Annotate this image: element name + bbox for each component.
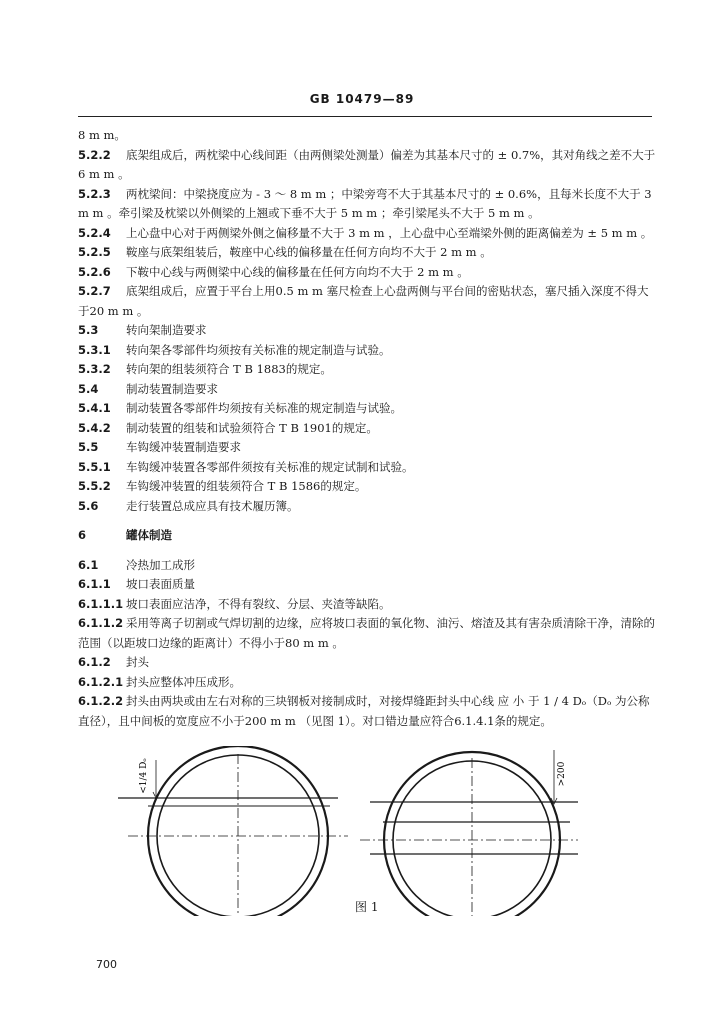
clause-number: 6.1.1.2	[78, 616, 124, 630]
clause-text: 鞍座与底架组装后，鞍座中心线的偏移量在任何方向均不大于 2 m m 。	[126, 245, 492, 259]
clause-text: 两枕梁间：中梁挠度应为 - 3 ～ 8 m m ；中梁旁弯不大于其基本尺寸的 ± 0.6%，且每米长度不大于 3 m m 。牵引梁及枕梁以外侧梁的上翘或下垂不大于 5 m m ；牵引梁尾头不大于 5 m m 。	[78, 186, 656, 220]
clause-paragraph	[78, 224, 658, 244]
clause-text: 8 m m。	[78, 128, 126, 142]
clause-number: 6.1	[78, 557, 99, 572]
clause-text: 转向架制造要求	[126, 323, 207, 337]
section-gap	[78, 516, 658, 526]
clause-text: 转向架的组装须符合 T B 1883的规定。	[126, 362, 332, 376]
clause-text: 底架组成后，两枕梁中心线间距（由两侧梁处测量）偏差为其基本尺寸的 ± 0.7%，其对角线之差不大于 6 m m 。	[78, 147, 659, 181]
clause-paragraph	[78, 497, 658, 517]
clause-text: 下鞍中心线与两侧梁中心线的偏移量在任何方向均不大于 2 m m 。	[126, 264, 469, 279]
clause-text: 坡口表面应洁净，不得有裂纹、分层、夹渣等缺陷。	[126, 596, 391, 611]
clause-number: 5.2.5	[78, 245, 111, 259]
clause-number: 5.4.2	[78, 420, 111, 435]
section-gap	[78, 546, 658, 556]
page-header: GB 10479—89	[309, 92, 415, 106]
figure-1	[108, 746, 608, 916]
right-head-drawing	[360, 750, 578, 916]
clause-paragraph	[78, 341, 658, 361]
clause-paragraph	[78, 692, 658, 731]
document-body	[78, 126, 658, 731]
clause-number: 5.4.1	[78, 401, 111, 415]
header-rule	[78, 116, 652, 117]
clause-text: 封头由两块或由左右对称的三块钢板对接制成时，对接焊缝距封头中心线 应 小 于 1 / 4 Dₒ（Dₒ 为公称直径），且中间板的宽度应不小于200 m m （见图 1）。对口错边量应符合6.1.4.1条的规定。	[78, 694, 650, 728]
clause-paragraph	[78, 673, 658, 693]
clause-number: 5.2.2	[78, 147, 111, 162]
right-dimension-label: >200	[557, 761, 567, 787]
clause-paragraph	[78, 653, 658, 673]
clause-text: 制动装置制造要求	[126, 381, 218, 396]
clause-paragraph	[78, 282, 658, 321]
clause-paragraph	[78, 595, 658, 615]
clause-paragraph	[78, 360, 658, 380]
clause-number: 5.5.2	[78, 479, 111, 493]
clause-paragraph	[78, 321, 658, 341]
clause-number: 5.6	[78, 498, 99, 513]
clause-text: 封头应整体冲压成形。	[126, 674, 241, 689]
clause-paragraph	[78, 477, 658, 497]
clause-number: 5.3.1	[78, 342, 111, 357]
clause-paragraph	[78, 146, 658, 185]
clause-number: 6.1.1	[78, 577, 111, 591]
clause-paragraph	[78, 556, 658, 576]
clause-text: 转向架各零部件均须按有关标准的规定制造与试验。	[126, 342, 391, 357]
clause-number: 5.5.1	[78, 459, 111, 474]
clause-text: 制动装置各零部件均须按有关标准的规定制造与试验。	[126, 401, 402, 415]
clause-number: 6.1.2.2	[78, 694, 124, 708]
clause-text: 上心盘中心对于两侧梁外侧之偏移量不大于 3 m m ，上心盘中心至端梁外侧的距离偏差为 ± 5 m m 。	[126, 225, 653, 240]
clause-number: 5.2.7	[78, 284, 111, 298]
figure-caption: 图 1	[355, 900, 379, 914]
clause-paragraph	[78, 243, 658, 263]
clause-number: 6.1.2	[78, 655, 111, 669]
clause-text: 坡口表面质量	[126, 577, 195, 591]
clause-text: 采用等离子切割或气焊切割的边缘，应将坡口表面的氧化物、油污、熔渣及其有害杂质清除干净，清除的范围（以距坡口边缘的距离计）不得小于80 m m 。	[78, 616, 655, 650]
clause-number: 6	[78, 528, 87, 542]
clause-number: 6.1.2.1	[78, 674, 124, 689]
left-head-drawing	[118, 746, 348, 916]
clause-number: 5.3	[78, 323, 99, 337]
left-dimension-label: <1/4 Dₒ	[139, 758, 149, 794]
clause-number: 5.2.4	[78, 225, 111, 240]
clause-text: 罐体制造	[126, 528, 172, 542]
page-number: 700	[96, 958, 117, 971]
clause-number: 6.1.1.1	[78, 596, 124, 611]
clause-text: 制动装置的组装和试验须符合 T B 1901的规定。	[126, 420, 378, 435]
clause-number: 5.4	[78, 381, 99, 396]
clause-paragraph	[78, 526, 658, 546]
clause-paragraph	[78, 380, 658, 400]
clause-paragraph	[78, 185, 658, 224]
clause-paragraph	[78, 263, 658, 283]
clause-paragraph	[78, 419, 658, 439]
clause-text: 冷热加工成形	[126, 557, 195, 572]
clause-paragraph	[78, 614, 658, 653]
clause-paragraph	[78, 458, 658, 478]
clause-text: 车钩缓冲装置各零部件须按有关标准的规定试制和试验。	[126, 459, 414, 474]
clause-paragraph	[78, 438, 658, 458]
clause-paragraph	[78, 126, 658, 146]
clause-number: 5.2.6	[78, 264, 111, 279]
clause-number: 5.2.3	[78, 186, 111, 201]
clause-text: 走行装置总成应具有技术履历簿。	[126, 498, 299, 513]
clause-paragraph	[78, 399, 658, 419]
clause-text: 车钩缓冲装置制造要求	[126, 440, 241, 454]
clause-number: 5.3.2	[78, 362, 111, 376]
clause-text: 车钩缓冲装置的组装须符合 T B 1586的规定。	[126, 479, 367, 493]
clause-number: 5.5	[78, 440, 99, 454]
clause-paragraph	[78, 575, 658, 595]
clause-text: 底架组成后，应置于平台上用0.5 m m 塞尺检查上心盘两侧与平台间的密贴状态，塞尺插入深度不得大于20 m m 。	[78, 284, 649, 318]
clause-text: 封头	[126, 655, 149, 669]
